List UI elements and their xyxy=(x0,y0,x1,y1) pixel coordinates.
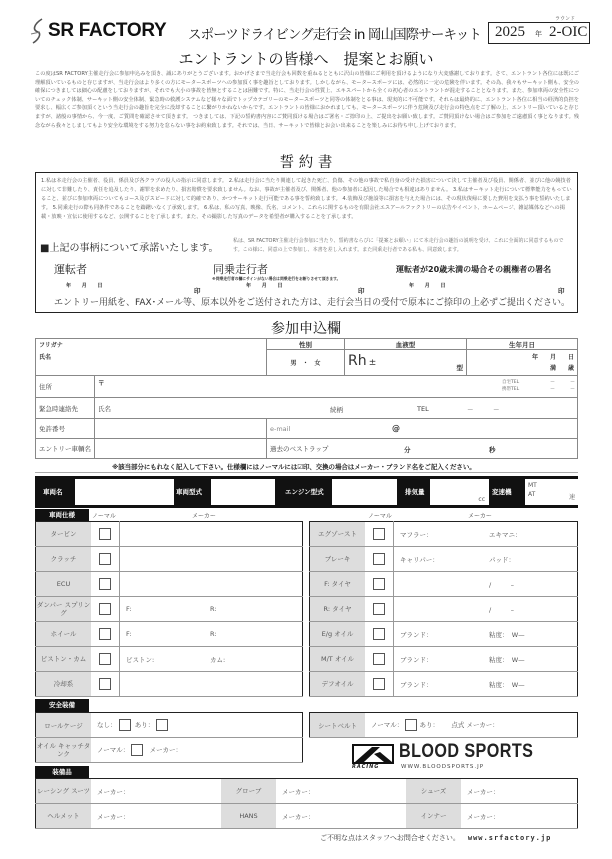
maker-field[interactable] xyxy=(120,547,303,572)
normal-checkbox-cell xyxy=(365,522,394,547)
license-label: 免許番号 xyxy=(36,419,95,439)
postal-mark: 〒 xyxy=(98,379,105,387)
entry-car-label: エントリー車輌名 xyxy=(36,439,95,459)
spec-row xyxy=(36,597,303,622)
spec-content: ブランド： xyxy=(400,655,433,664)
spec-content-2: 粘度： W— xyxy=(489,681,525,689)
pledge-body: 1.私は本走行会の主催者、役員、係員及び各クラブの役人の指示に同意します。 2.私は走行会に当たり関連して起きた死亡、負傷、その他の事故で私自身の受けた損害について決して主催者及び役員、関係者、並びに他の競技者に対して非難したり、責任を追及したり、謝罪を求めたり、損害賠償を要求致しません。なお、事故が主催者及び、関係者、他の参加者に起因した場合でも相違はありません。 3.私はサーキット走行について標準能力をもっていること、並びに参加車両についてもコース及びスピードに対して的確であり、かつサーキット走行可能である事を誓約致します。 4.装飾及び施設等に損害を与えた場合には、その現状復帰に要した費用を支払う事を誓約いたします。 5.同乗走行の際も同条件であることを躊躇いなく了承致します。 6.私は、私の写真、映像、氏名、コメント、これらに関するものを有限会社エスアールファクトリーの広告やイベント、ホームページ、雑誌媒体などへの掲載・放映・宣伝に使用するなど、公開することを了承します。また、その撮影した写真のデータを希望者が購入することを了承します。 xyxy=(41,178,572,220)
rollcage-options xyxy=(91,713,303,738)
entry-car-field[interactable] xyxy=(95,439,267,459)
sponsor-name: BLOOD SPORTS xyxy=(399,741,534,762)
equipment-label: シューズ xyxy=(406,779,461,804)
spec-label: ダンパー スプリング xyxy=(36,597,92,622)
normal-checkbox-cell xyxy=(365,572,394,597)
spec-content: ブランド： xyxy=(400,630,433,639)
none-label: なし： xyxy=(97,721,117,729)
seatbelt-label: シートベルト xyxy=(310,713,366,738)
birth-field[interactable] xyxy=(467,350,578,376)
rollcage-label: ロールケージ xyxy=(36,713,92,738)
normal-checkbox-cell xyxy=(365,547,394,572)
spec-content-2: 粘度： W— xyxy=(489,631,525,639)
spec-row xyxy=(310,522,578,547)
spec-label: ホイール xyxy=(36,622,92,647)
yes-label: あり： xyxy=(419,721,439,729)
equipment-maker-field[interactable]: メーカー： xyxy=(461,779,578,804)
intro-title: エントラントの皆様へ 提案とお願い xyxy=(178,50,434,68)
footer xyxy=(320,833,551,843)
passenger-note: ※同乗走行者の欄にサインがない場合は同乗走行をお断りさせて頂きます。 xyxy=(212,276,341,281)
normal-checkbox[interactable] xyxy=(99,553,111,565)
normal-checkbox[interactable] xyxy=(373,553,385,565)
blood-header: 血液型 xyxy=(345,339,467,350)
normal-checkbox-cell xyxy=(365,672,394,697)
tel-label: TEL xyxy=(417,405,429,413)
year-unit: 年 xyxy=(535,30,542,38)
spec-content-2: エキマニ： xyxy=(489,531,522,539)
email-label: e-mail xyxy=(270,424,291,433)
vehicle-model-label: 車両型式 xyxy=(176,488,202,496)
normal-checkbox-cell xyxy=(365,597,394,622)
spec-label: エグゾースト xyxy=(310,522,366,547)
maker-field[interactable] xyxy=(120,672,303,697)
vehicle-bar xyxy=(35,476,578,508)
normal-label: ノーマル： xyxy=(97,746,130,754)
equipment-label: レーシング スーツ xyxy=(36,779,92,804)
equipment-table xyxy=(35,778,578,829)
driver-date: 年 月 日 xyxy=(66,283,103,289)
address-field[interactable] xyxy=(95,376,578,398)
spec-table-right xyxy=(309,521,578,697)
maker-field[interactable] xyxy=(394,647,578,672)
spec-label: R: タイヤ xyxy=(310,597,366,622)
maker-field[interactable] xyxy=(394,672,578,697)
passenger-signature-label: 同乗走行者 xyxy=(213,263,268,276)
normal-checkbox[interactable] xyxy=(99,628,111,640)
intro-body: この度はSR FACTORY主催走行会に参加申込みを頂き、誠にありがとうございます。おかげさまで当走行会も回数を重ねるとともに沢山の皆様にご利用を頂けるようになり大変感謝しております。さて、エントラント各位には既にご理解頂いているものと存じますが、当走行会はより多くの方にモータースポーツへの参加頂く事を趣旨としております。しかしながら、モータースポーツには、必然的に一定の危険を伴います。その為、我々もサーキット側も、安全の確保につきましては細心の配慮をしておりますが、それでも大小の事故を皆無とすることは困難です。特に、当走行会の性質上、エキスパートから全くの初心者のエントラントが混走することとなります。また、参加車両の安全性についてのチェック体制、サーキット側の安全体制、緊急時の救護システムなど様々な面でトップカテゴリーのモータースポーツと同等の体制をとる事は、現実的に不可能です。それらは最終的に、エントラント各位に相当の経済的負担を要求し、幅広くご参加頂くという当走行会の趣旨を完全に没却することに繋がりかねないからです。エントラントの皆様におかれましても、モータースポーツに伴う危険及び走行会の特色点をご了解の上、エントリー頂いていると存じますが、諸般の事情から、今一度、ご質問を確認させて頂きます。 つきましては、下記の誓約書内容にご賛同頂ける場合はご署名・ご捺印の上、ご提出をお願い致します。ご賛同頂けない場合はご参加をご遠慮頂く事となります。残念ながら我々としましてもより安全な環境をする努力を怠らない事をお約束致します。それでは、当日、サーキットで皆様とお会い出来ることを楽しみにお待ち申し上げております。 xyxy=(35,71,579,129)
spec-maker-header-left: メーカー xyxy=(192,513,216,520)
spec-content-2: 粘度： W— xyxy=(489,656,525,664)
maker-field[interactable] xyxy=(120,597,303,622)
spec-label: クラッチ xyxy=(36,547,92,572)
normal-checkbox[interactable] xyxy=(373,628,385,640)
emergency-label: 緊急時連絡先 xyxy=(36,398,95,419)
equipment-label: グローブ xyxy=(221,779,276,804)
normal-checkbox-cell xyxy=(91,547,120,572)
address-label: 住所 xyxy=(36,376,95,398)
home-tel-label: 自宅TEL xyxy=(502,380,520,385)
mobile-tel-dash: － － xyxy=(550,386,576,392)
sr-factory-logo: SR FACTORY xyxy=(48,20,167,41)
agree-statement: ■上記の事柄について承諾いたします。 xyxy=(40,243,219,254)
sex-options[interactable]: 男 ・ 女 xyxy=(267,350,345,376)
relation-label: 続柄 xyxy=(330,406,343,414)
displacement-field[interactable] xyxy=(430,479,489,505)
equipment-label: HANS xyxy=(221,804,276,829)
equipment-maker-field[interactable]: メーカー： xyxy=(276,804,406,829)
application-title: 参加申込欄 xyxy=(271,321,341,337)
name-label: 氏名 xyxy=(39,354,52,361)
furigana-label: フリガナ xyxy=(39,342,63,349)
emergency-field[interactable] xyxy=(95,398,578,419)
emergency-tel-dash: － － xyxy=(467,406,500,414)
blood-sports-mark-icon xyxy=(352,744,394,764)
best-lap-label: 過去のベストラップ xyxy=(270,445,329,453)
spec-row xyxy=(36,572,303,597)
spec-row xyxy=(310,597,578,622)
normal-checkbox[interactable] xyxy=(373,578,385,590)
maker-field[interactable] xyxy=(120,522,303,547)
transmission-field[interactable] xyxy=(525,479,578,505)
passenger-seal: 印 xyxy=(358,287,365,295)
rollcage-row xyxy=(36,713,303,738)
passenger-date: 年 月 日 xyxy=(246,283,283,289)
safety-header: 安全装備 xyxy=(35,699,89,712)
spec-row xyxy=(310,547,578,572)
equipment-label: インナー xyxy=(406,804,461,829)
vehicle-name-field[interactable] xyxy=(75,479,174,505)
normal-checkbox[interactable] xyxy=(373,603,385,615)
sex-header: 性別 xyxy=(267,339,345,350)
blood-sports-logo xyxy=(352,743,562,773)
oil-catch-normal-checkbox[interactable] xyxy=(131,744,143,756)
at-mark: @ xyxy=(392,424,400,433)
speed-unit: 速 xyxy=(568,494,575,501)
tel-dashes xyxy=(550,379,575,393)
spec-row xyxy=(310,622,578,647)
pledge-box xyxy=(35,172,578,313)
spec-content: ブランド： xyxy=(400,680,433,689)
maker-label: メーカー： xyxy=(149,746,182,754)
engine-model-field[interactable] xyxy=(332,479,397,505)
sr-factory-logo-mark-icon xyxy=(30,18,44,44)
spec-content-2: R: xyxy=(210,630,217,638)
spec-row xyxy=(36,522,303,547)
spec-normal-header-left: ノーマル xyxy=(92,513,116,520)
driver-seal: 印 xyxy=(194,287,201,295)
oil-catch-label: オイル キャッチタンク xyxy=(36,738,92,763)
normal-checkbox-cell xyxy=(91,622,120,647)
spec-content: F: xyxy=(126,630,132,638)
spec-row xyxy=(36,647,303,672)
spec-label: タービン xyxy=(36,522,92,547)
guardian-seal: 印 xyxy=(558,287,565,295)
minute-label: 分 xyxy=(404,446,411,454)
yes-label: あり： xyxy=(134,721,155,729)
maker-field[interactable] xyxy=(120,647,303,672)
event-title: スポーツドライビング走行会 in 岡山国際サーキット xyxy=(188,27,482,43)
spec-row xyxy=(310,572,578,597)
equipment-maker-field[interactable]: メーカー： xyxy=(91,779,221,804)
spec-row xyxy=(36,547,303,572)
spec-row xyxy=(310,672,578,697)
spec-label: E/g オイル xyxy=(310,622,366,647)
equipment-maker-field[interactable]: メーカー： xyxy=(276,779,406,804)
points-maker-label: 点式 メーカー： xyxy=(451,721,499,729)
spec-table-left xyxy=(35,521,303,697)
spec-content: マフラー： xyxy=(400,530,433,539)
sponsor-url: WWW.BLOODSPORTS.JP xyxy=(401,764,485,770)
spec-content-2: / – xyxy=(489,581,514,589)
spec-content-2: / – xyxy=(489,606,514,614)
second-label: 秒 xyxy=(489,446,496,454)
year: 2025 xyxy=(495,24,525,40)
spec-label: F: タイヤ xyxy=(310,572,366,597)
spec-content: ピストン: xyxy=(126,655,155,664)
home-tel-dash: － － xyxy=(550,379,576,385)
emergency-name-label: 氏名 xyxy=(98,404,111,413)
equipment-maker-field[interactable]: メーカー： xyxy=(91,804,221,829)
normal-checkbox[interactable] xyxy=(99,578,111,590)
maker-field[interactable] xyxy=(394,597,578,622)
license-field[interactable] xyxy=(95,419,267,439)
normal-checkbox[interactable] xyxy=(373,653,385,665)
spec-content-2: カム: xyxy=(210,656,226,664)
maker-field[interactable] xyxy=(394,622,578,647)
vehicle-model-field[interactable] xyxy=(211,479,275,505)
best-lap-field[interactable] xyxy=(267,439,578,459)
equipment-header: 装備品 xyxy=(35,766,89,779)
maker-field[interactable] xyxy=(394,522,578,547)
oil-catch-row xyxy=(36,738,303,763)
name-field[interactable] xyxy=(36,339,267,376)
guardian-date: 年 月 日 xyxy=(409,283,446,289)
normal-label: ノーマル： xyxy=(371,721,404,729)
spec-normal-header-right: ノーマル xyxy=(368,513,392,520)
sponsor-sub: RACING xyxy=(352,764,380,770)
normal-checkbox[interactable] xyxy=(373,678,385,690)
blood-unit: 型 xyxy=(456,364,463,372)
normal-checkbox-cell xyxy=(91,522,120,547)
age-label: 満 歳 xyxy=(549,364,574,372)
normal-checkbox-cell xyxy=(365,647,394,672)
seatbelt-row xyxy=(310,713,578,738)
seatbelt-options xyxy=(365,713,578,738)
spec-maker-header-right: メーカー xyxy=(468,513,492,520)
spec-row xyxy=(310,647,578,672)
round-number: 2-OIC xyxy=(549,24,588,40)
pledge-title: 誓 約 書 xyxy=(279,155,333,171)
spec-row xyxy=(36,672,303,697)
footer-text: ご不明な点はスタッフへお問合せください。 xyxy=(320,834,460,842)
birth-ymd: 年 月 日 xyxy=(531,353,574,361)
safety-table-right xyxy=(309,712,578,738)
cc-unit: cc xyxy=(478,496,485,503)
spec-label: ブレーキ xyxy=(310,547,366,572)
rh-sign: ± xyxy=(368,358,377,368)
normal-checkbox-cell xyxy=(91,597,120,622)
oil-catch-options xyxy=(91,738,303,763)
guardian-signature-label: 運転者が20歳未満の場合その親権者の署名 xyxy=(396,265,552,274)
safety-table-left xyxy=(35,712,303,763)
spec-content-2: R: xyxy=(210,605,217,613)
maker-field[interactable] xyxy=(120,572,303,597)
equipment-label: ヘルメット xyxy=(36,804,92,829)
spec-row xyxy=(36,622,303,647)
spec-label: ECU xyxy=(36,572,92,597)
mt-at xyxy=(528,481,537,499)
maker-field[interactable] xyxy=(394,572,578,597)
vehicle-name-label: 車両名 xyxy=(43,488,63,496)
normal-checkbox[interactable] xyxy=(99,528,111,540)
rh-label: Rh xyxy=(348,353,367,369)
maker-field[interactable] xyxy=(120,622,303,647)
spec-label: M/T オイル xyxy=(310,647,366,672)
round-box xyxy=(488,17,590,44)
pledge-bottom-note: エントリー用紙を、FAX･メール等、原本以外をご送付された方は、走行会当日の受付で原本にご捺印の上必ずご提出ください。 xyxy=(54,298,570,308)
equipment-maker-field[interactable]: メーカー： xyxy=(461,804,578,829)
spec-header: 車両仕様 xyxy=(35,509,89,522)
tel-labels xyxy=(502,379,519,393)
normal-checkbox-cell xyxy=(91,647,120,672)
footer-url[interactable]: www.srfactory.jp xyxy=(467,834,552,842)
displacement-label: 排気量 xyxy=(405,488,425,496)
agree-note: 私は、SR FACTORY主催走行会参加に当たり、誓約書ならびに「提案とお願い」にて本走行会の趣旨の説明を受け、これに全面的に同意するものです。この様に、同意の上で参加し、本書を差し入れます。また同乗走行者である私も、同意致します。 xyxy=(233,238,564,253)
maker-field[interactable] xyxy=(394,547,578,572)
divider xyxy=(35,472,578,473)
mt-label: MT xyxy=(528,482,537,489)
equipment-row xyxy=(36,804,578,829)
spec-label: デフオイル xyxy=(310,672,366,697)
rollcage-none-checkbox[interactable] xyxy=(119,719,131,731)
normal-checkbox-cell xyxy=(91,672,120,697)
rollcage-yes-checkbox[interactable] xyxy=(156,719,168,731)
spec-label: 冷却系 xyxy=(36,672,92,697)
round-label: ラウンド xyxy=(555,17,576,22)
normal-checkbox-cell xyxy=(365,622,394,647)
normal-checkbox[interactable] xyxy=(99,603,111,615)
birth-header: 生年月日 xyxy=(467,339,578,350)
normal-checkbox[interactable] xyxy=(99,653,111,665)
mobile-tel-label: 携帯TEL xyxy=(502,387,520,392)
transmission-label: 変速機 xyxy=(492,488,512,496)
spec-content: キャリパー： xyxy=(400,555,439,564)
driver-signature-label: 運転者 xyxy=(54,263,87,276)
blood-field[interactable] xyxy=(345,350,467,376)
applicant-table xyxy=(35,338,578,459)
at-label: AT xyxy=(528,491,536,498)
equipment-row xyxy=(36,779,578,804)
spec-content: F: xyxy=(126,605,132,613)
normal-checkbox[interactable] xyxy=(99,678,111,690)
spec-content-2: パッド： xyxy=(489,556,515,564)
normal-checkbox[interactable] xyxy=(373,528,385,540)
engine-model-label: エンジン型式 xyxy=(285,488,324,496)
email-field[interactable] xyxy=(267,419,578,439)
spec-label: ピストン・カム xyxy=(36,647,92,672)
seatbelt-normal-checkbox[interactable] xyxy=(405,719,417,731)
application-note: ※該当部分にもれなく記入して下さい。仕様欄にはノーマルには☑印、交換の場合はメーカー・ブランド名をご記入ください。 xyxy=(112,463,476,471)
normal-checkbox-cell xyxy=(91,572,120,597)
